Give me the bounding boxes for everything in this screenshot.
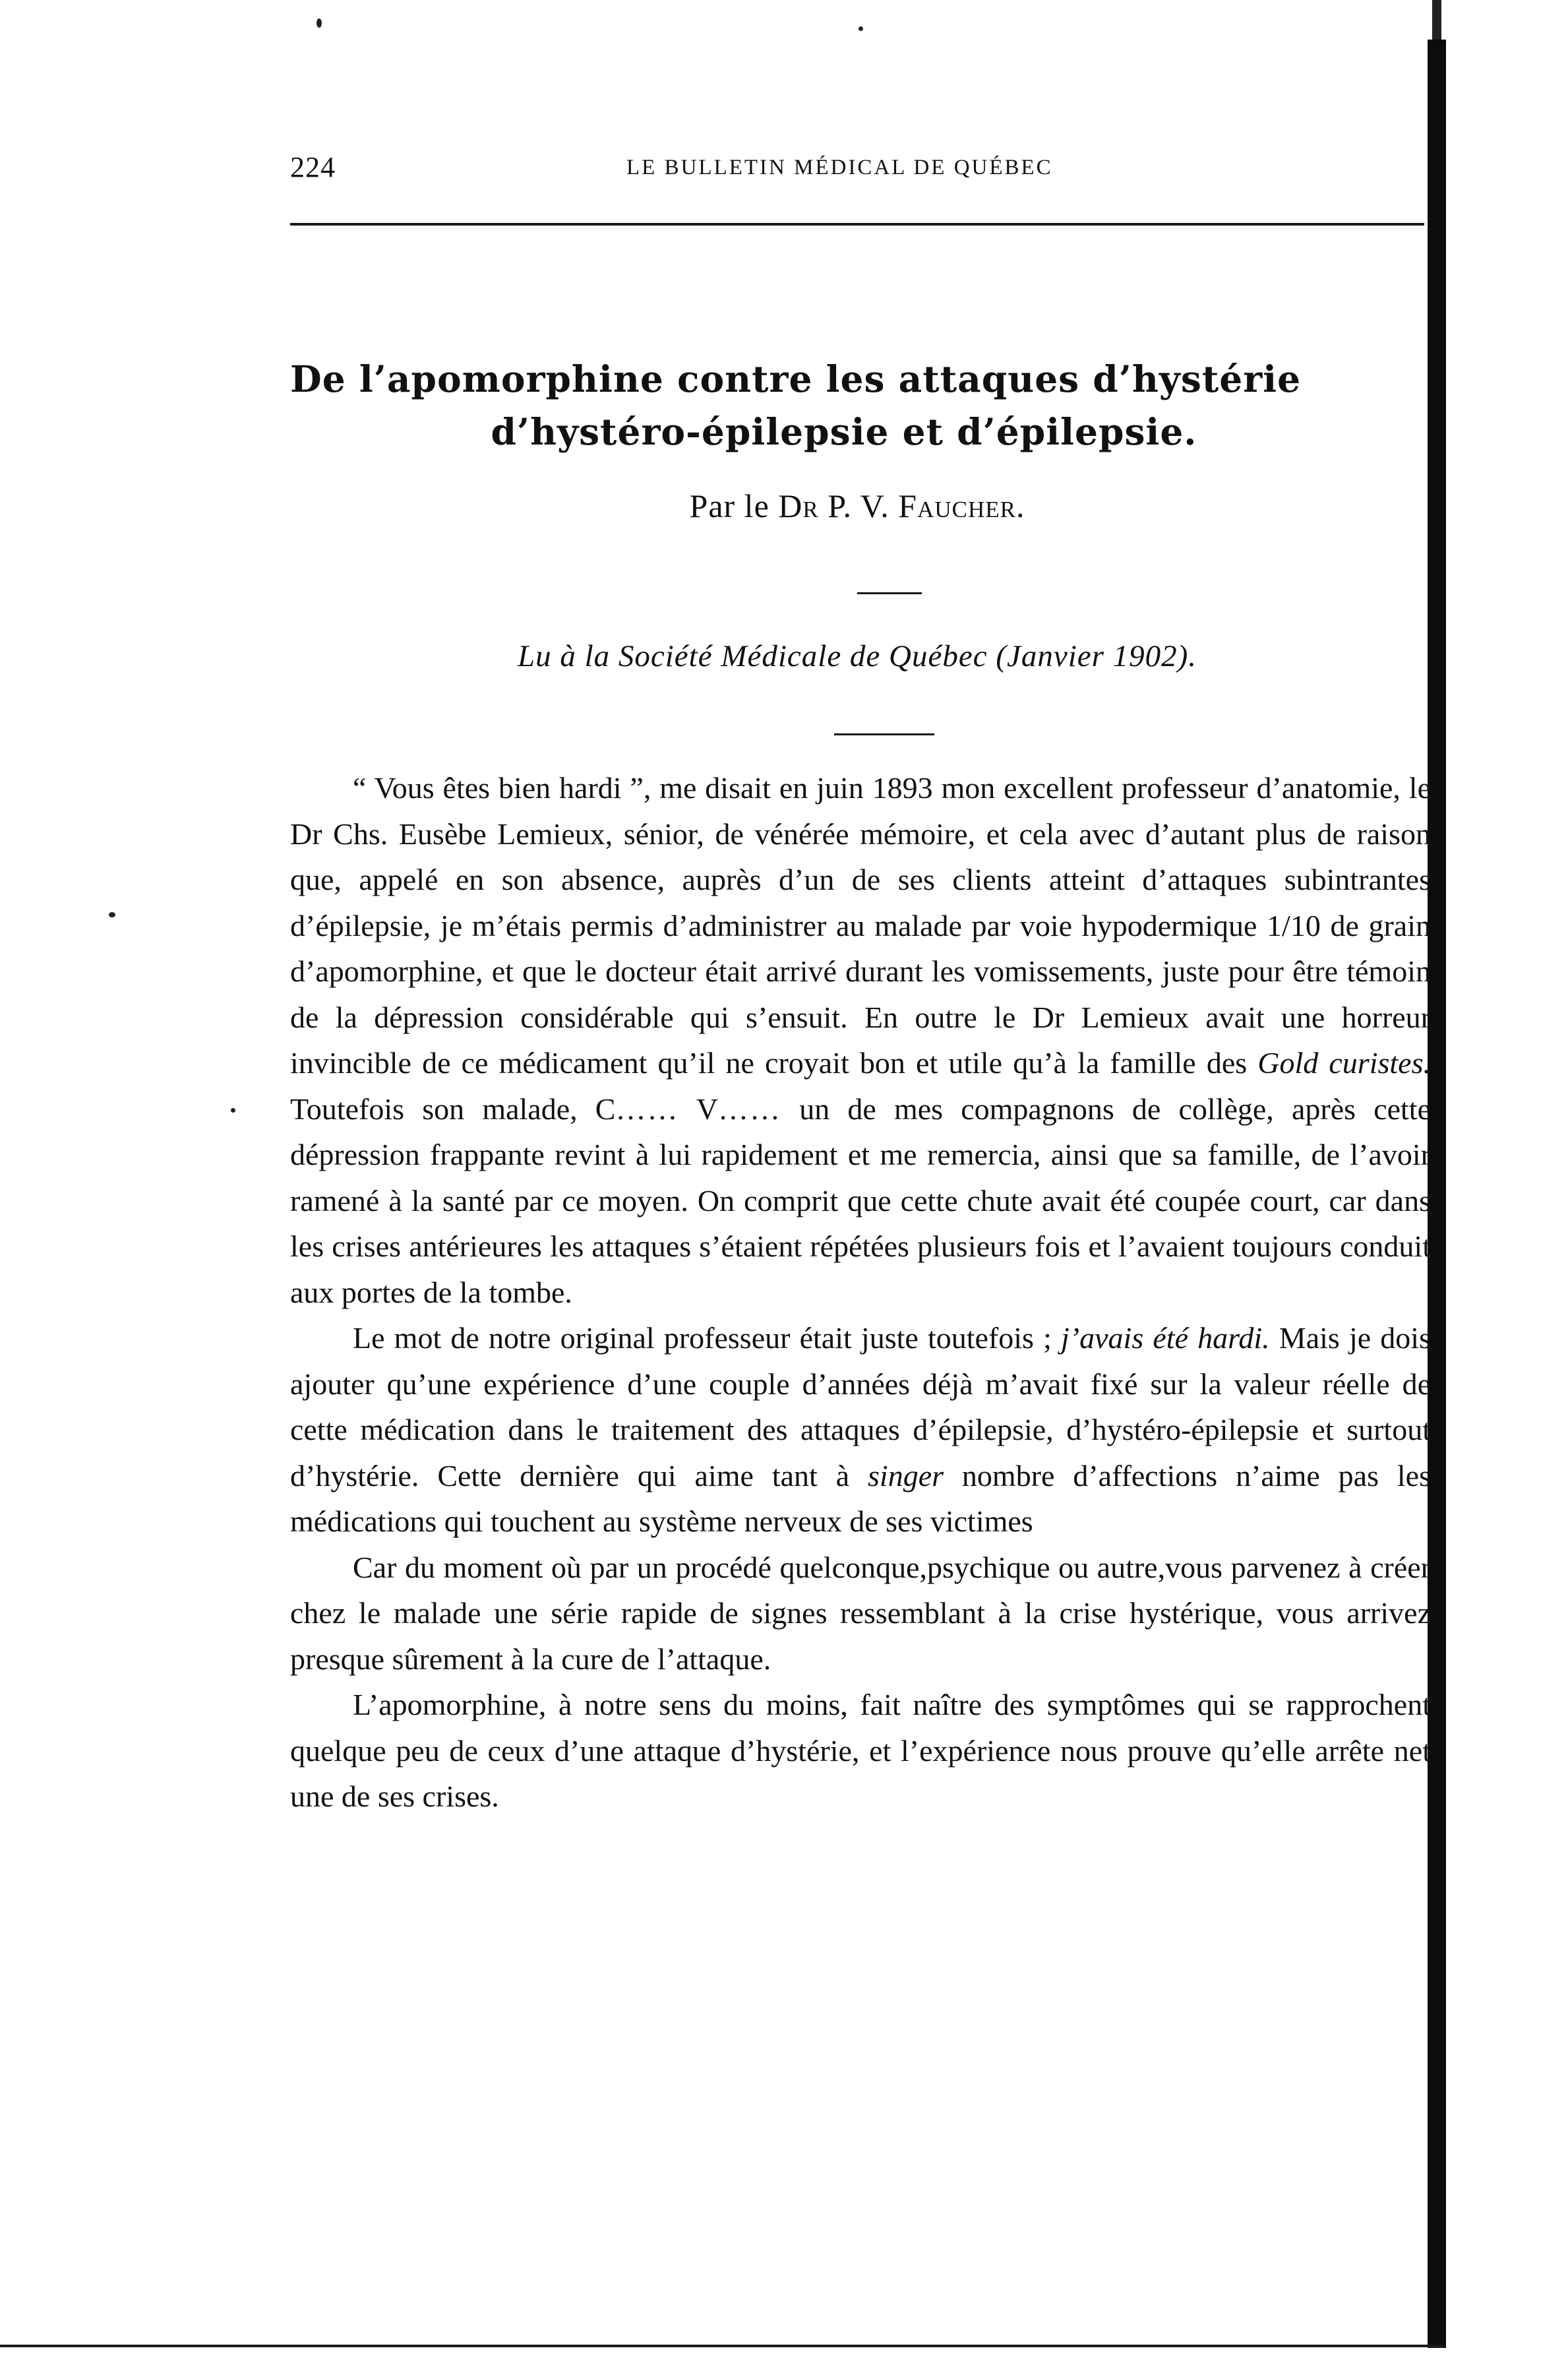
byline-dr-suffix: r: [802, 487, 819, 524]
ellipsis: ……: [615, 1092, 679, 1126]
paragraph-text: V: [678, 1092, 719, 1126]
paragraph-text: “ Vous êtes bien hardi ”, me disait en juin 1893 mon excellent professeur d’anatomie, le Dr Chs. Eusèbe Lemieux, sénior, de vénérée mémoire, et cela avec d’autant plus de raison que, appelé en son absence, auprès d’un de ses clients atteint d’attaques subintrantes d’épilepsie, je m’étais permis d’administrer au malade par voie hypodermique 1/10 de grain d’apomorphine, et que le docteur était arrivé durant les vomissements, juste pour être témoin de la dépression considérable qui s’ensuit. En outre le Dr Lemieux avait une horreur invincible de ce médicament qu’il ne croyait bon et utile qu’à la famille des: [290, 771, 1431, 1080]
scan-speck: [231, 1108, 235, 1113]
article-title: [290, 353, 1437, 458]
scan-speck: [109, 912, 115, 917]
ellipsis: ……: [718, 1092, 782, 1126]
page-bottom-edge: [0, 2345, 1444, 2347]
paragraph-text: un de mes compagnons de collège, après cette dépression frappante revint à lui rapidement et me remercia, ainsi que sa famille, de l’avoir ramené à la santé par ce moyen. On comprit que cette chute avait été coupée court, car dans les crises antérieures les attaques s’étaient répétées plusieurs fois et l’avaient toujours conduit aux portes de la tombe.: [290, 1092, 1432, 1309]
header-rule: [290, 223, 1424, 226]
page-header: [290, 150, 1424, 190]
paragraph: [290, 765, 1431, 1315]
paragraph-text: Toutefois son malade, C: [290, 1092, 616, 1126]
scan-speck: [859, 26, 863, 31]
paragraph-text: nombre d’affections n’aime pas les médications qui touchent au système nerveux de ses victimes: [290, 1458, 1431, 1538]
paragraph-text: Le mot de notre original professeur était juste toutefois ;: [353, 1321, 1062, 1355]
paragraph-text: Mais je dois ajouter qu’une expérience d’une couple d’années déjà m’avait fixé sur la valeur réelle de cette médication dans le traitement des attaques d’épilepsie, d’hystéro-épilepsie et surtout d’hystérie. Cette dernière qui aime tant à: [290, 1321, 1431, 1493]
presentation-note: Lu à la Société Médicale de Québec (Janvier 1902).: [517, 639, 1197, 673]
author-name: P. V. Faucher.: [828, 487, 1025, 524]
separator-rule: [857, 592, 922, 594]
paragraph: Car du moment où par un procédé quelconque,psychique ou autre,vous parvenez à créer chez le malade une série rapide de signes ressemblant à la crise hystérique, vous arrivez presque sûrement à la cure de l’attaque.: [290, 1550, 1431, 1676]
byline-prefix: Par le D: [689, 487, 803, 524]
article-body: [290, 765, 1431, 1820]
separator-rule: [834, 733, 934, 735]
page-number: 224: [290, 151, 336, 183]
italic-text: singer: [868, 1458, 944, 1493]
article-title-line-1: De l’apomorphine contre les attaques d’hystérie: [290, 357, 1302, 400]
italic-text: Gold curistes.: [1257, 1046, 1431, 1080]
author-byline: [290, 487, 1424, 525]
italic-text: j’avais été hardi.: [1061, 1321, 1270, 1355]
binding-edge-top: [1432, 0, 1441, 40]
paragraph: [290, 1315, 1431, 1545]
article-title-line-2: d’hystéro-épilepsie et d’épilepsie.: [491, 410, 1197, 453]
running-head: LE BULLETIN MÉDICAL DE QUÉBEC: [626, 156, 1053, 179]
scan-speck: [317, 18, 322, 28]
paragraph: L’apomorphine, à notre sens du moins, fait naître des symptômes qui se rapprochent quelque peu de ceux d’une attaque d’hystérie, et l’expérience nous prouve qu’elle arrête net une de ses crises.: [290, 1688, 1431, 1813]
